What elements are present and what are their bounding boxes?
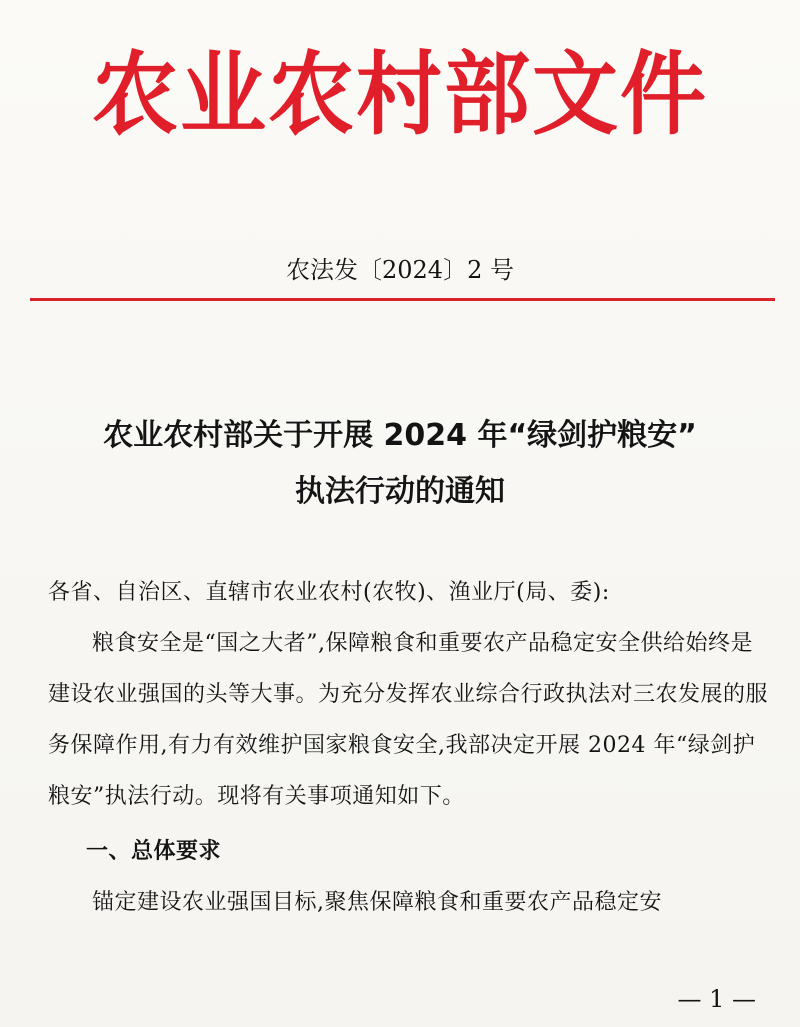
document-body	[48, 567, 768, 928]
body-paragraph-2: 锚定建设农业强国目标,聚焦保障粮食和重要农产品稳定安	[92, 890, 662, 915]
page-number: — 1 —	[677, 985, 756, 1013]
notice-title	[40, 408, 760, 520]
document-number: 农法发〔2024〕2 号	[286, 256, 514, 284]
notice-title-line-1: 农业农村部关于开展 2024 年“绿剑护粮安”	[103, 418, 697, 453]
red-separator-line	[30, 298, 775, 301]
addressee-line: 各省、自治区、直辖市农业农村(农牧)、渔业厅(局、委):	[48, 580, 610, 605]
notice-title-line-2: 执法行动的通知	[295, 474, 505, 509]
masthead-title: 农业农村部文件	[92, 42, 708, 148]
section-heading: 一、总体要求	[86, 839, 222, 864]
body-paragraph-1: 粮食安全是“国之大者”,保障粮食和重要农产品稳定安全供给始终是建设农业强国的头等大事。为充分发挥农业综合行政执法对三农发展的服务保障作用,有力有效维护国家粮食安全,我部决定开展 2024 年“绿剑护粮安”执法行动。现将有关事项通知如下。	[48, 631, 769, 809]
